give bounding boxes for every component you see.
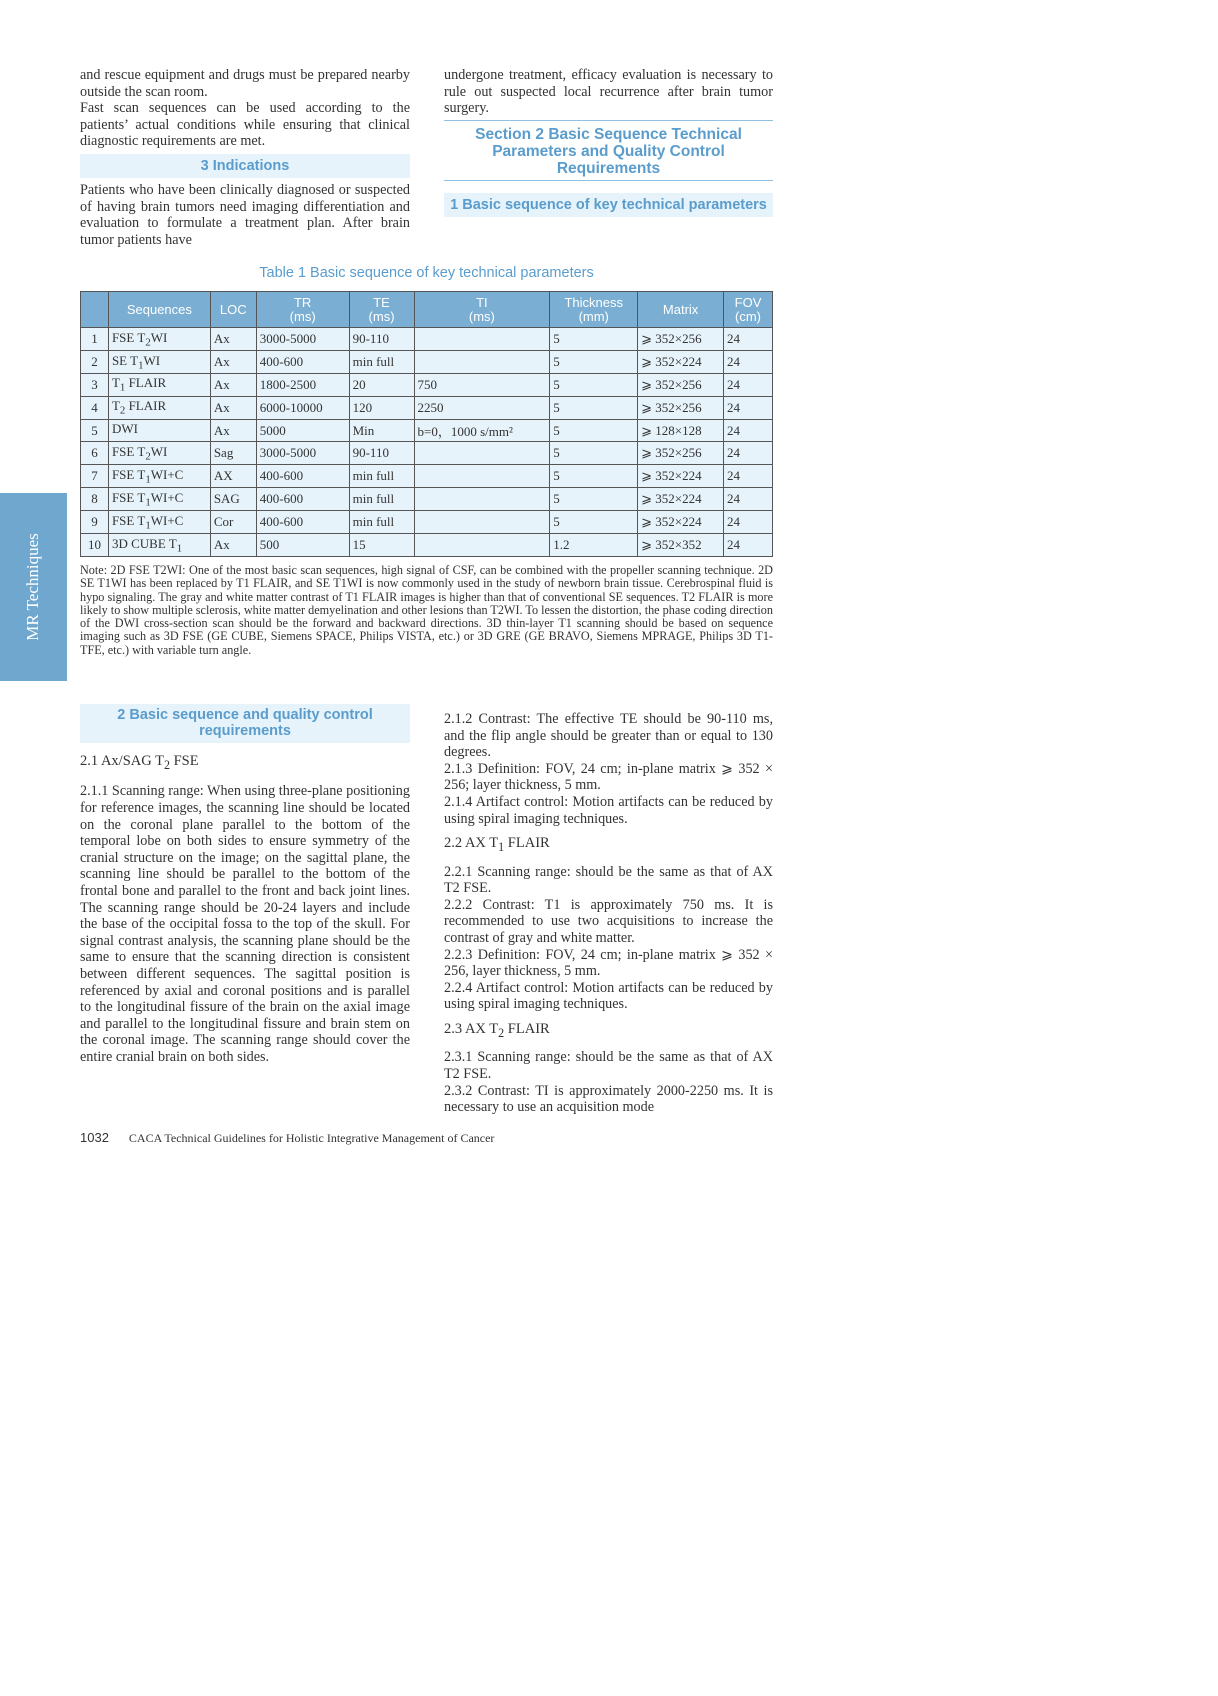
header-tr xyxy=(256,292,349,328)
table-row xyxy=(81,396,773,419)
table-row xyxy=(81,488,773,511)
sequence-name: 3D CUBE T xyxy=(111,535,177,551)
row-tr: 400-600 xyxy=(256,350,349,373)
row-matrix: ⩾ 352×352 xyxy=(638,534,724,557)
heading-subscript: 2 xyxy=(498,1025,505,1040)
row-fov: 24 xyxy=(724,534,773,557)
row-ti xyxy=(414,465,550,488)
header-tr-unit: (ms) xyxy=(289,308,316,324)
row-thickness: 5 xyxy=(550,350,638,373)
paragraph: 2.2.3 Definition: FOV, 24 cm; in-plane matrix ⩾ 352 × 256, layer thickness, 5 mm. xyxy=(444,946,773,980)
row-thickness: 5 xyxy=(550,373,638,396)
row-ti xyxy=(414,442,550,465)
page-footer xyxy=(80,1130,494,1146)
row-index: 9 xyxy=(81,511,109,534)
sequence-subscript: 2 xyxy=(119,404,126,417)
sequence-subscript: 1 xyxy=(145,496,151,509)
row-ti xyxy=(414,534,550,557)
subsection-heading xyxy=(444,835,773,855)
table-row xyxy=(81,328,773,351)
row-loc: Ax xyxy=(210,534,256,557)
row-te: min full xyxy=(349,511,414,534)
row-matrix: ⩾ 352×224 xyxy=(638,350,724,373)
header-matrix: Matrix xyxy=(638,292,724,328)
row-te: 120 xyxy=(349,396,414,419)
subsection-heading xyxy=(444,1021,773,1041)
sequence-name: FSE T xyxy=(111,489,146,505)
row-ti: 750 xyxy=(414,373,550,396)
row-tr: 500 xyxy=(256,534,349,557)
row-matrix: ⩾ 352×224 xyxy=(638,465,724,488)
row-ti xyxy=(414,488,550,511)
sequence-subscript: 1 xyxy=(176,542,183,555)
row-thickness: 1.2 xyxy=(550,534,638,557)
row-tr: 3000-5000 xyxy=(256,328,349,351)
row-te: 90-110 xyxy=(349,442,414,465)
row-thickness: 5 xyxy=(550,396,638,419)
row-matrix: ⩾ 352×256 xyxy=(638,442,724,465)
row-index: 3 xyxy=(81,373,109,396)
heading-text: 2.2 AX T xyxy=(444,835,499,852)
row-sequence xyxy=(108,350,210,373)
row-fov: 24 xyxy=(724,419,773,442)
table-row xyxy=(81,419,773,442)
header-sequences: Sequences xyxy=(108,292,210,328)
row-sequence xyxy=(108,465,210,488)
row-matrix: ⩾ 128×128 xyxy=(638,419,724,442)
row-fov: 24 xyxy=(724,442,773,465)
row-fov: 24 xyxy=(724,328,773,351)
bottom-left-column xyxy=(80,704,410,1066)
sequence-suffix: WI+C xyxy=(150,512,184,528)
paragraph: 2.2.4 Artifact control: Motion artifacts can be reduced by using spiral imaging techniques. xyxy=(444,979,773,1013)
heading-suffix: FLAIR xyxy=(504,1020,550,1037)
row-loc: Ax xyxy=(210,350,256,373)
row-index: 8 xyxy=(81,488,109,511)
row-sequence xyxy=(108,419,210,442)
row-sequence xyxy=(108,396,210,419)
row-index: 7 xyxy=(81,465,109,488)
table-row xyxy=(81,465,773,488)
heading-subscript: 2 xyxy=(163,757,170,772)
paragraph: 2.3.1 Scanning range: should be the same as that of AX T2 FSE. xyxy=(444,1049,773,1083)
sequence-name: FSE T xyxy=(111,444,146,460)
row-fov: 24 xyxy=(724,465,773,488)
row-sequence xyxy=(108,328,210,351)
row-te: 90-110 xyxy=(349,328,414,351)
heading-text: 2.1 Ax/SAG T xyxy=(80,753,164,769)
paragraph: undergone treatment, efficacy evaluation is necessary to rule out suspected local recurrence after brain tumor surgery. xyxy=(444,67,773,117)
bottom-right-column xyxy=(444,711,773,1116)
header-fov xyxy=(724,292,773,328)
row-fov: 24 xyxy=(724,511,773,534)
table-header-row xyxy=(81,292,773,328)
header-loc: LOC xyxy=(210,292,256,328)
header-index xyxy=(81,292,109,328)
journal-title: CACA Technical Guidelines for Holistic Integrative Management of Cancer xyxy=(128,1131,495,1145)
section-2-heading: Section 2 Basic Sequence Technical Parameters and Quality Control Requirements xyxy=(444,120,773,181)
table-title: Table 1 Basic sequence of key technical parameters xyxy=(259,265,594,281)
row-matrix: ⩾ 352×256 xyxy=(638,328,724,351)
row-matrix: ⩾ 352×256 xyxy=(638,396,724,419)
paragraph: 2.1.2 Contrast: The effective TE should be 90-110 ms, and the flip angle should be greater than or equal to 130 degrees. xyxy=(444,711,773,761)
sequence-name: FSE T xyxy=(111,466,146,482)
row-sequence xyxy=(108,534,210,557)
row-fov: 24 xyxy=(724,488,773,511)
parameters-table xyxy=(80,291,773,557)
top-left-column xyxy=(80,67,410,248)
row-loc: Ax xyxy=(210,373,256,396)
row-index: 6 xyxy=(81,442,109,465)
sequence-subscript: 2 xyxy=(145,336,151,349)
row-thickness: 5 xyxy=(550,419,638,442)
row-loc: Sag xyxy=(210,442,256,465)
row-tr: 3000-5000 xyxy=(256,442,349,465)
header-te xyxy=(349,292,414,328)
sequence-name: FSE T xyxy=(111,329,146,345)
row-matrix: ⩾ 352×256 xyxy=(638,373,724,396)
heading-suffix: FSE xyxy=(169,753,199,769)
sequence-suffix: WI xyxy=(143,352,161,368)
table-row xyxy=(81,350,773,373)
side-tab xyxy=(0,493,67,681)
row-tr: 1800-2500 xyxy=(256,373,349,396)
row-loc: Ax xyxy=(210,328,256,351)
header-te-label: TE xyxy=(373,294,390,310)
row-loc: SAG xyxy=(210,488,256,511)
header-ti-label: TI xyxy=(476,294,488,310)
header-fov-label: FOV xyxy=(734,294,762,310)
row-te: Min xyxy=(349,419,414,442)
row-thickness: 5 xyxy=(550,442,638,465)
heading-suffix: FLAIR xyxy=(504,835,550,852)
sequence-suffix: FLAIR xyxy=(125,398,167,414)
row-te: 15 xyxy=(349,534,414,557)
row-te: min full xyxy=(349,350,414,373)
paragraph: Fast scan sequences can be used according to the patients’ actual conditions while ensuring that clinical diagnostic requirements are met. xyxy=(80,100,410,150)
sequence-name: DWI xyxy=(111,421,138,437)
row-index: 4 xyxy=(81,396,109,419)
row-thickness: 5 xyxy=(550,511,638,534)
header-thickness xyxy=(550,292,638,328)
paragraph: 2.1.1 Scanning range: When using three-plane positioning for reference images, the scanning line should be located on the coronal plane parallel to the bottom of the temporal lobe on both sides to ensure symmetry of the cranial structure on the image; on the sagittal plane, the scanning line should be parallel to the bottom of the frontal bone and parallel to the front and back joint lines. The scanning range should be 20-24 layers and include the base of the occipital fossa to the top of the skull. For signal contrast analysis, the scanning plane should be the same to ensure that the scanning direction is consistent between different sequences. The sagittal position is referenced by axial and coronal positions and is parallel to the longitudinal fissure of the brain on the axial image and parallel to the longitudinal fissure and brain stem on the coronal image. The scanning range should cover the entire cranial brain on both sides. xyxy=(80,783,410,1065)
section-heading-indications: 3 Indications xyxy=(80,154,410,178)
header-thickness-label: Thickness xyxy=(564,294,623,310)
section-heading-quality-control: 2 Basic sequence and quality control requirements xyxy=(80,704,410,743)
row-te: 20 xyxy=(349,373,414,396)
row-te: min full xyxy=(349,488,414,511)
sequence-subscript: 1 xyxy=(119,382,126,395)
sequence-suffix: WI+C xyxy=(150,466,184,482)
row-ti: b=0，1000 s/mm² xyxy=(414,419,550,442)
row-index: 10 xyxy=(81,534,109,557)
sequence-name: FSE T xyxy=(111,512,146,528)
sequence-subscript: 1 xyxy=(145,473,151,486)
table-row xyxy=(81,511,773,534)
row-sequence xyxy=(108,373,210,396)
row-thickness: 5 xyxy=(550,328,638,351)
sequence-name: SE T xyxy=(111,352,139,368)
heading-text: 2.3 AX T xyxy=(444,1020,499,1037)
header-fov-unit: (cm) xyxy=(735,308,762,324)
sequence-suffix: FLAIR xyxy=(125,375,167,391)
row-loc: Ax xyxy=(210,419,256,442)
row-matrix: ⩾ 352×224 xyxy=(638,488,724,511)
header-tr-label: TR xyxy=(293,294,312,310)
row-tr: 400-600 xyxy=(256,465,349,488)
sequence-suffix: WI xyxy=(150,329,168,345)
sequence-suffix: WI+C xyxy=(150,489,184,505)
row-ti: 2250 xyxy=(414,396,550,419)
paragraph: 2.2.1 Scanning range: should be the same as that of AX T2 FSE. xyxy=(444,863,773,897)
row-ti xyxy=(414,511,550,534)
row-tr: 6000-10000 xyxy=(256,396,349,419)
top-right-column xyxy=(444,67,773,217)
row-tr: 5000 xyxy=(256,419,349,442)
paragraph: Patients who have been clinically diagnosed or suspected of having brain tumors need imaging differentiation and evaluation to formulate a treatment plan. After brain tumor patients have xyxy=(80,181,410,248)
sequence-name: T xyxy=(111,398,120,414)
subsection-heading-basic-sequence: 1 Basic sequence of key technical parameters xyxy=(444,193,773,217)
row-sequence xyxy=(108,442,210,465)
row-te: min full xyxy=(349,465,414,488)
row-fov: 24 xyxy=(724,373,773,396)
sequence-subscript: 2 xyxy=(145,450,151,463)
row-fov: 24 xyxy=(724,396,773,419)
row-ti xyxy=(414,328,550,351)
table-row xyxy=(81,373,773,396)
paragraph: 2.3.2 Contrast: TI is approximately 2000-2250 ms. It is necessary to use an acquisition mode xyxy=(444,1082,773,1116)
paragraph: and rescue equipment and drugs must be prepared nearby outside the scan room. xyxy=(80,67,410,100)
row-loc: Ax xyxy=(210,396,256,419)
page-number: 1032 xyxy=(80,1130,109,1145)
row-index: 1 xyxy=(81,328,109,351)
heading-subscript: 1 xyxy=(498,840,505,855)
sequence-suffix: WI xyxy=(150,444,168,460)
row-sequence xyxy=(108,488,210,511)
sequence-subscript: 1 xyxy=(145,519,151,532)
row-thickness: 5 xyxy=(550,465,638,488)
row-loc: Cor xyxy=(210,511,256,534)
header-ti-unit: (ms) xyxy=(468,308,495,324)
row-index: 2 xyxy=(81,350,109,373)
row-loc: AX xyxy=(210,465,256,488)
table-note: Note: 2D FSE T2WI: One of the most basic scan sequences, high signal of CSF, can be combined with the propeller scanning technique. 2D SE T1WI has been replaced by T1 FLAIR, and SE T1WI is now commonly used in the study of newborn brain tissue. Cerebrospinal fluid is hypo signaling. The gray and white matter contrast of T1 FLAIR images is higher than that of conventional SE sequences. T2 FLAIR is more likely to show multiple sclerosis, white matter demyelination and other lesions than T2WI. To lessen the distortion, the phase coding direction of the DWI cross-section scan should be the forward and backward directions. 3D thin-layer T1 scanning should be based on sequence imaging such as 3D FSE (GE CUBE, Siemens SPACE, Philips VISTA, etc.) or 3D GRE (GE BRAVO, Siemens MPRAGE, Philips 3D T1-TFE, etc.) with variable turn angle. xyxy=(80,563,773,657)
paragraph: 2.1.4 Artifact control: Motion artifacts can be reduced by using spiral imaging techniques. xyxy=(444,793,773,827)
row-thickness: 5 xyxy=(550,488,638,511)
row-tr: 400-600 xyxy=(256,511,349,534)
row-matrix: ⩾ 352×224 xyxy=(638,511,724,534)
row-tr: 400-600 xyxy=(256,488,349,511)
row-fov: 24 xyxy=(724,350,773,373)
header-te-unit: (ms) xyxy=(368,308,395,324)
header-ti xyxy=(414,292,550,328)
table-row xyxy=(81,534,773,557)
row-ti xyxy=(414,350,550,373)
sequence-subscript: 1 xyxy=(138,359,144,372)
subsection-heading xyxy=(80,753,410,773)
row-sequence xyxy=(108,511,210,534)
paragraph: 2.2.2 Contrast: T1 is approximately 750 ms. It is recommended to use two acquisitions to increase the contrast of gray and white matter. xyxy=(444,896,773,947)
side-tab-label: MR Techniques xyxy=(23,533,42,641)
row-index: 5 xyxy=(81,419,109,442)
paragraph: 2.1.3 Definition: FOV, 24 cm; in-plane matrix ⩾ 352 × 256; layer thickness, 5 mm. xyxy=(444,760,773,794)
header-thickness-unit: (mm) xyxy=(578,308,609,324)
sequence-name: T xyxy=(111,375,120,391)
table-row xyxy=(81,442,773,465)
